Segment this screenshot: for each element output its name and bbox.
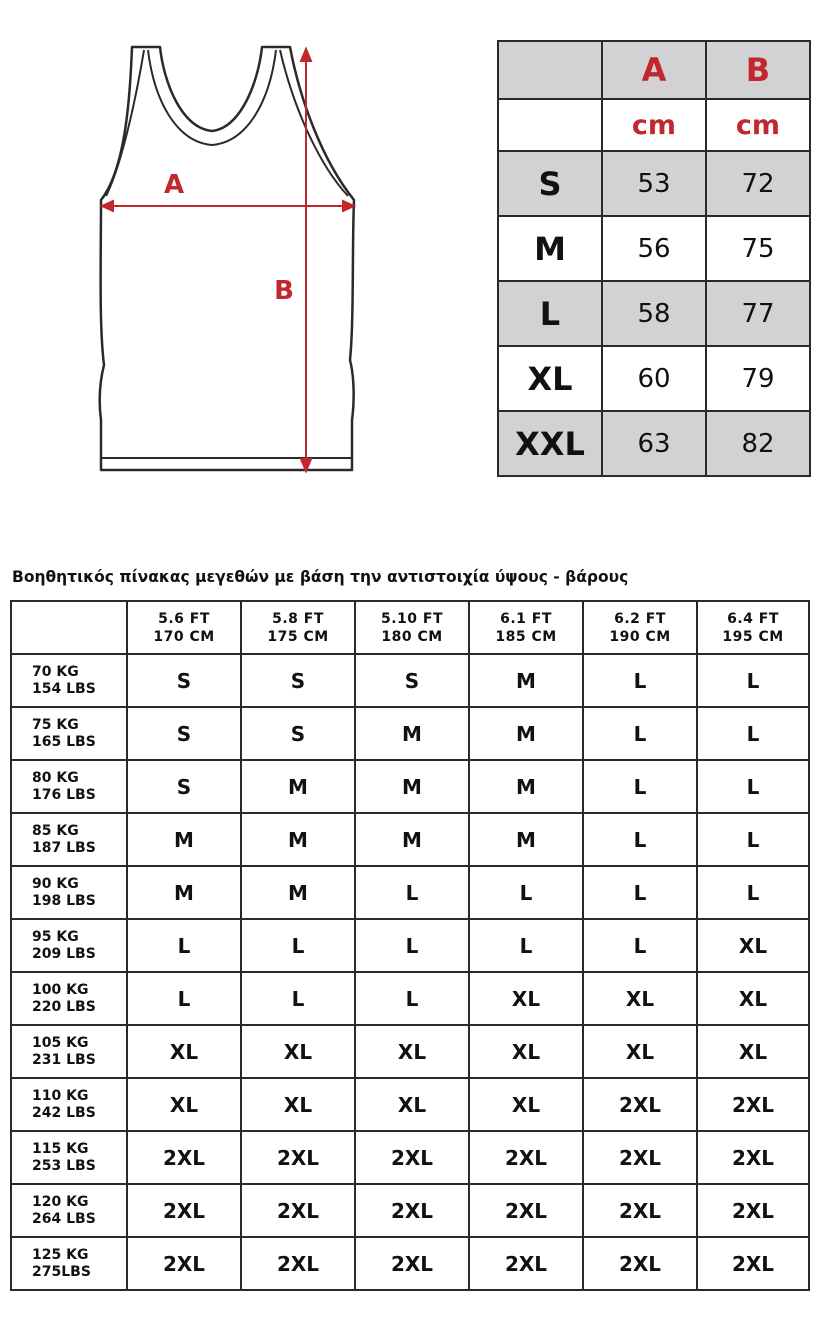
value-b: 72 xyxy=(706,151,810,216)
height-header xyxy=(583,601,697,654)
tank-top-diagram xyxy=(0,0,480,500)
size-label: M xyxy=(498,216,602,281)
size-cell: XL xyxy=(583,1025,697,1078)
size-cell: 2XL xyxy=(127,1184,241,1237)
weight-lbs: 220 LBS xyxy=(32,998,96,1015)
size-cell: 2XL xyxy=(241,1184,355,1237)
weight-header xyxy=(11,1237,127,1290)
size-cell: XL xyxy=(469,1025,583,1078)
fit-row xyxy=(11,1237,809,1290)
size-cell: XL xyxy=(469,972,583,1025)
size-cell: 2XL xyxy=(127,1131,241,1184)
corner-cell xyxy=(498,41,602,99)
weight-lbs: 253 LBS xyxy=(32,1157,96,1174)
size-cell: XL xyxy=(697,919,809,972)
weight-lbs: 176 LBS xyxy=(32,786,96,803)
weight-header xyxy=(11,972,127,1025)
size-cell: 2XL xyxy=(583,1184,697,1237)
size-cell: M xyxy=(241,813,355,866)
label-a: A xyxy=(163,170,185,200)
height-header xyxy=(241,601,355,654)
size-cell: 2XL xyxy=(697,1131,809,1184)
weight-kg: 110 KG xyxy=(32,1087,89,1104)
unit-b: cm xyxy=(706,99,810,151)
header-a: A xyxy=(602,41,706,99)
size-cell: L xyxy=(127,919,241,972)
height-ft: 5.6 FT xyxy=(158,610,210,627)
size-cell: M xyxy=(127,866,241,919)
fit-corner-cell xyxy=(11,601,127,654)
size-cell: S xyxy=(355,654,469,707)
measurement-row xyxy=(498,346,810,411)
height-cm: 195 CM xyxy=(722,628,784,645)
size-cell: 2XL xyxy=(355,1237,469,1290)
value-a: 63 xyxy=(602,411,706,476)
size-cell: XL xyxy=(697,1025,809,1078)
size-cell: 2XL xyxy=(697,1237,809,1290)
weight-kg: 95 KG xyxy=(32,928,79,945)
measurement-unit-row xyxy=(498,99,810,151)
size-cell: 2XL xyxy=(697,1184,809,1237)
size-cell: XL xyxy=(127,1025,241,1078)
weight-kg: 80 KG xyxy=(32,769,79,786)
weight-kg: 85 KG xyxy=(32,822,79,839)
value-b: 77 xyxy=(706,281,810,346)
weight-kg: 115 KG xyxy=(32,1140,89,1157)
weight-kg: 120 KG xyxy=(32,1193,89,1210)
measurement-row xyxy=(498,411,810,476)
weight-lbs: 275LBS xyxy=(32,1263,91,1280)
size-cell: 2XL xyxy=(355,1131,469,1184)
size-cell: L xyxy=(697,813,809,866)
size-cell: M xyxy=(469,813,583,866)
weight-header xyxy=(11,866,127,919)
size-cell: L xyxy=(241,919,355,972)
size-cell: 2XL xyxy=(583,1078,697,1131)
tank-top-outline xyxy=(100,47,354,470)
size-cell: S xyxy=(127,760,241,813)
height-header xyxy=(355,601,469,654)
height-cm: 170 CM xyxy=(153,628,215,645)
size-label: L xyxy=(498,281,602,346)
weight-header xyxy=(11,1184,127,1237)
height-ft: 5.10 FT xyxy=(380,610,444,627)
size-cell: L xyxy=(469,919,583,972)
height-ft: 6.2 FT xyxy=(614,610,666,627)
height-header xyxy=(127,601,241,654)
header-b: B xyxy=(706,41,810,99)
value-b: 75 xyxy=(706,216,810,281)
fit-row xyxy=(11,707,809,760)
weight-kg: 75 KG xyxy=(32,716,79,733)
size-cell: XL xyxy=(697,972,809,1025)
fit-row xyxy=(11,813,809,866)
size-cell: M xyxy=(127,813,241,866)
size-cell: L xyxy=(697,654,809,707)
size-cell: XL xyxy=(469,1078,583,1131)
size-cell: M xyxy=(241,760,355,813)
weight-header xyxy=(11,919,127,972)
size-cell: 2XL xyxy=(241,1131,355,1184)
fit-row xyxy=(11,1131,809,1184)
value-b: 79 xyxy=(706,346,810,411)
height-cm: 180 CM xyxy=(381,628,443,645)
size-cell: L xyxy=(583,919,697,972)
height-header xyxy=(697,601,809,654)
height-ft: 6.1 FT xyxy=(500,610,552,627)
height-ft: 5.8 FT xyxy=(272,610,324,627)
size-cell: L xyxy=(583,654,697,707)
measurement-table xyxy=(497,40,811,477)
size-cell: L xyxy=(355,919,469,972)
size-cell: L xyxy=(697,760,809,813)
fit-header-row xyxy=(11,601,809,654)
weight-header xyxy=(11,707,127,760)
size-cell: L xyxy=(355,866,469,919)
weight-lbs: 209 LBS xyxy=(32,945,96,962)
unit-a: cm xyxy=(602,99,706,151)
height-ft: 6.4 FT xyxy=(727,610,779,627)
fit-row xyxy=(11,654,809,707)
fit-row xyxy=(11,1025,809,1078)
size-cell: M xyxy=(469,654,583,707)
weight-kg: 100 KG xyxy=(32,981,89,998)
weight-header xyxy=(11,654,127,707)
weight-lbs: 165 LBS xyxy=(32,733,96,750)
size-cell: L xyxy=(697,866,809,919)
label-b: B xyxy=(274,276,294,306)
fit-row xyxy=(11,866,809,919)
weight-lbs: 154 LBS xyxy=(32,680,96,697)
size-cell: L xyxy=(355,972,469,1025)
size-cell: L xyxy=(127,972,241,1025)
weight-kg: 125 KG xyxy=(32,1246,89,1263)
size-cell: M xyxy=(469,707,583,760)
value-a: 58 xyxy=(602,281,706,346)
size-cell: L xyxy=(469,866,583,919)
size-label: XL xyxy=(498,346,602,411)
size-cell: XL xyxy=(355,1078,469,1131)
size-cell: L xyxy=(697,707,809,760)
size-cell: XL xyxy=(355,1025,469,1078)
measurement-row xyxy=(498,281,810,346)
size-cell: L xyxy=(583,760,697,813)
weight-header xyxy=(11,1078,127,1131)
weight-lbs: 264 LBS xyxy=(32,1210,96,1227)
size-cell: XL xyxy=(583,972,697,1025)
value-a: 56 xyxy=(602,216,706,281)
size-cell: XL xyxy=(241,1078,355,1131)
weight-header xyxy=(11,760,127,813)
size-cell: XL xyxy=(241,1025,355,1078)
size-cell: M xyxy=(355,707,469,760)
fit-row xyxy=(11,1184,809,1237)
fit-row xyxy=(11,1078,809,1131)
size-cell: 2XL xyxy=(583,1131,697,1184)
measurement-header-row xyxy=(498,41,810,99)
size-cell: M xyxy=(241,866,355,919)
fit-chart-table xyxy=(10,600,810,1291)
weight-kg: 90 KG xyxy=(32,875,79,892)
size-cell: L xyxy=(583,707,697,760)
size-cell: L xyxy=(583,866,697,919)
size-cell: 2XL xyxy=(241,1237,355,1290)
size-cell: S xyxy=(241,654,355,707)
unit-corner-cell xyxy=(498,99,602,151)
fit-row xyxy=(11,760,809,813)
size-cell: L xyxy=(583,813,697,866)
size-cell: 2XL xyxy=(127,1237,241,1290)
weight-header xyxy=(11,813,127,866)
size-cell: M xyxy=(355,760,469,813)
weight-kg: 105 KG xyxy=(32,1034,89,1051)
size-cell: 2XL xyxy=(469,1237,583,1290)
size-label: S xyxy=(498,151,602,216)
value-a: 60 xyxy=(602,346,706,411)
size-cell: 2XL xyxy=(697,1078,809,1131)
size-cell: M xyxy=(469,760,583,813)
height-cm: 190 CM xyxy=(609,628,671,645)
fit-row xyxy=(11,919,809,972)
size-label: XXL xyxy=(498,411,602,476)
measurement-row xyxy=(498,151,810,216)
size-cell: 2XL xyxy=(583,1237,697,1290)
measurement-row xyxy=(498,216,810,281)
height-cm: 185 CM xyxy=(495,628,557,645)
value-a: 53 xyxy=(602,151,706,216)
size-cell: L xyxy=(241,972,355,1025)
size-cell: S xyxy=(127,707,241,760)
weight-lbs: 231 LBS xyxy=(32,1051,96,1068)
size-cell: S xyxy=(241,707,355,760)
value-b: 82 xyxy=(706,411,810,476)
size-cell: 2XL xyxy=(355,1184,469,1237)
size-cell: M xyxy=(355,813,469,866)
size-cell: S xyxy=(127,654,241,707)
height-header xyxy=(469,601,583,654)
size-cell: XL xyxy=(127,1078,241,1131)
weight-kg: 70 KG xyxy=(32,663,79,680)
weight-lbs: 198 LBS xyxy=(32,892,96,909)
size-cell: 2XL xyxy=(469,1131,583,1184)
weight-header xyxy=(11,1025,127,1078)
fit-row xyxy=(11,972,809,1025)
weight-header xyxy=(11,1131,127,1184)
weight-lbs: 242 LBS xyxy=(32,1104,96,1121)
height-cm: 175 CM xyxy=(267,628,329,645)
weight-lbs: 187 LBS xyxy=(32,839,96,856)
size-cell: 2XL xyxy=(469,1184,583,1237)
fit-chart-title: Βοηθητικός πίνακας μεγεθών με βάση την αντιστοιχία ύψους - βάρους xyxy=(12,568,629,586)
